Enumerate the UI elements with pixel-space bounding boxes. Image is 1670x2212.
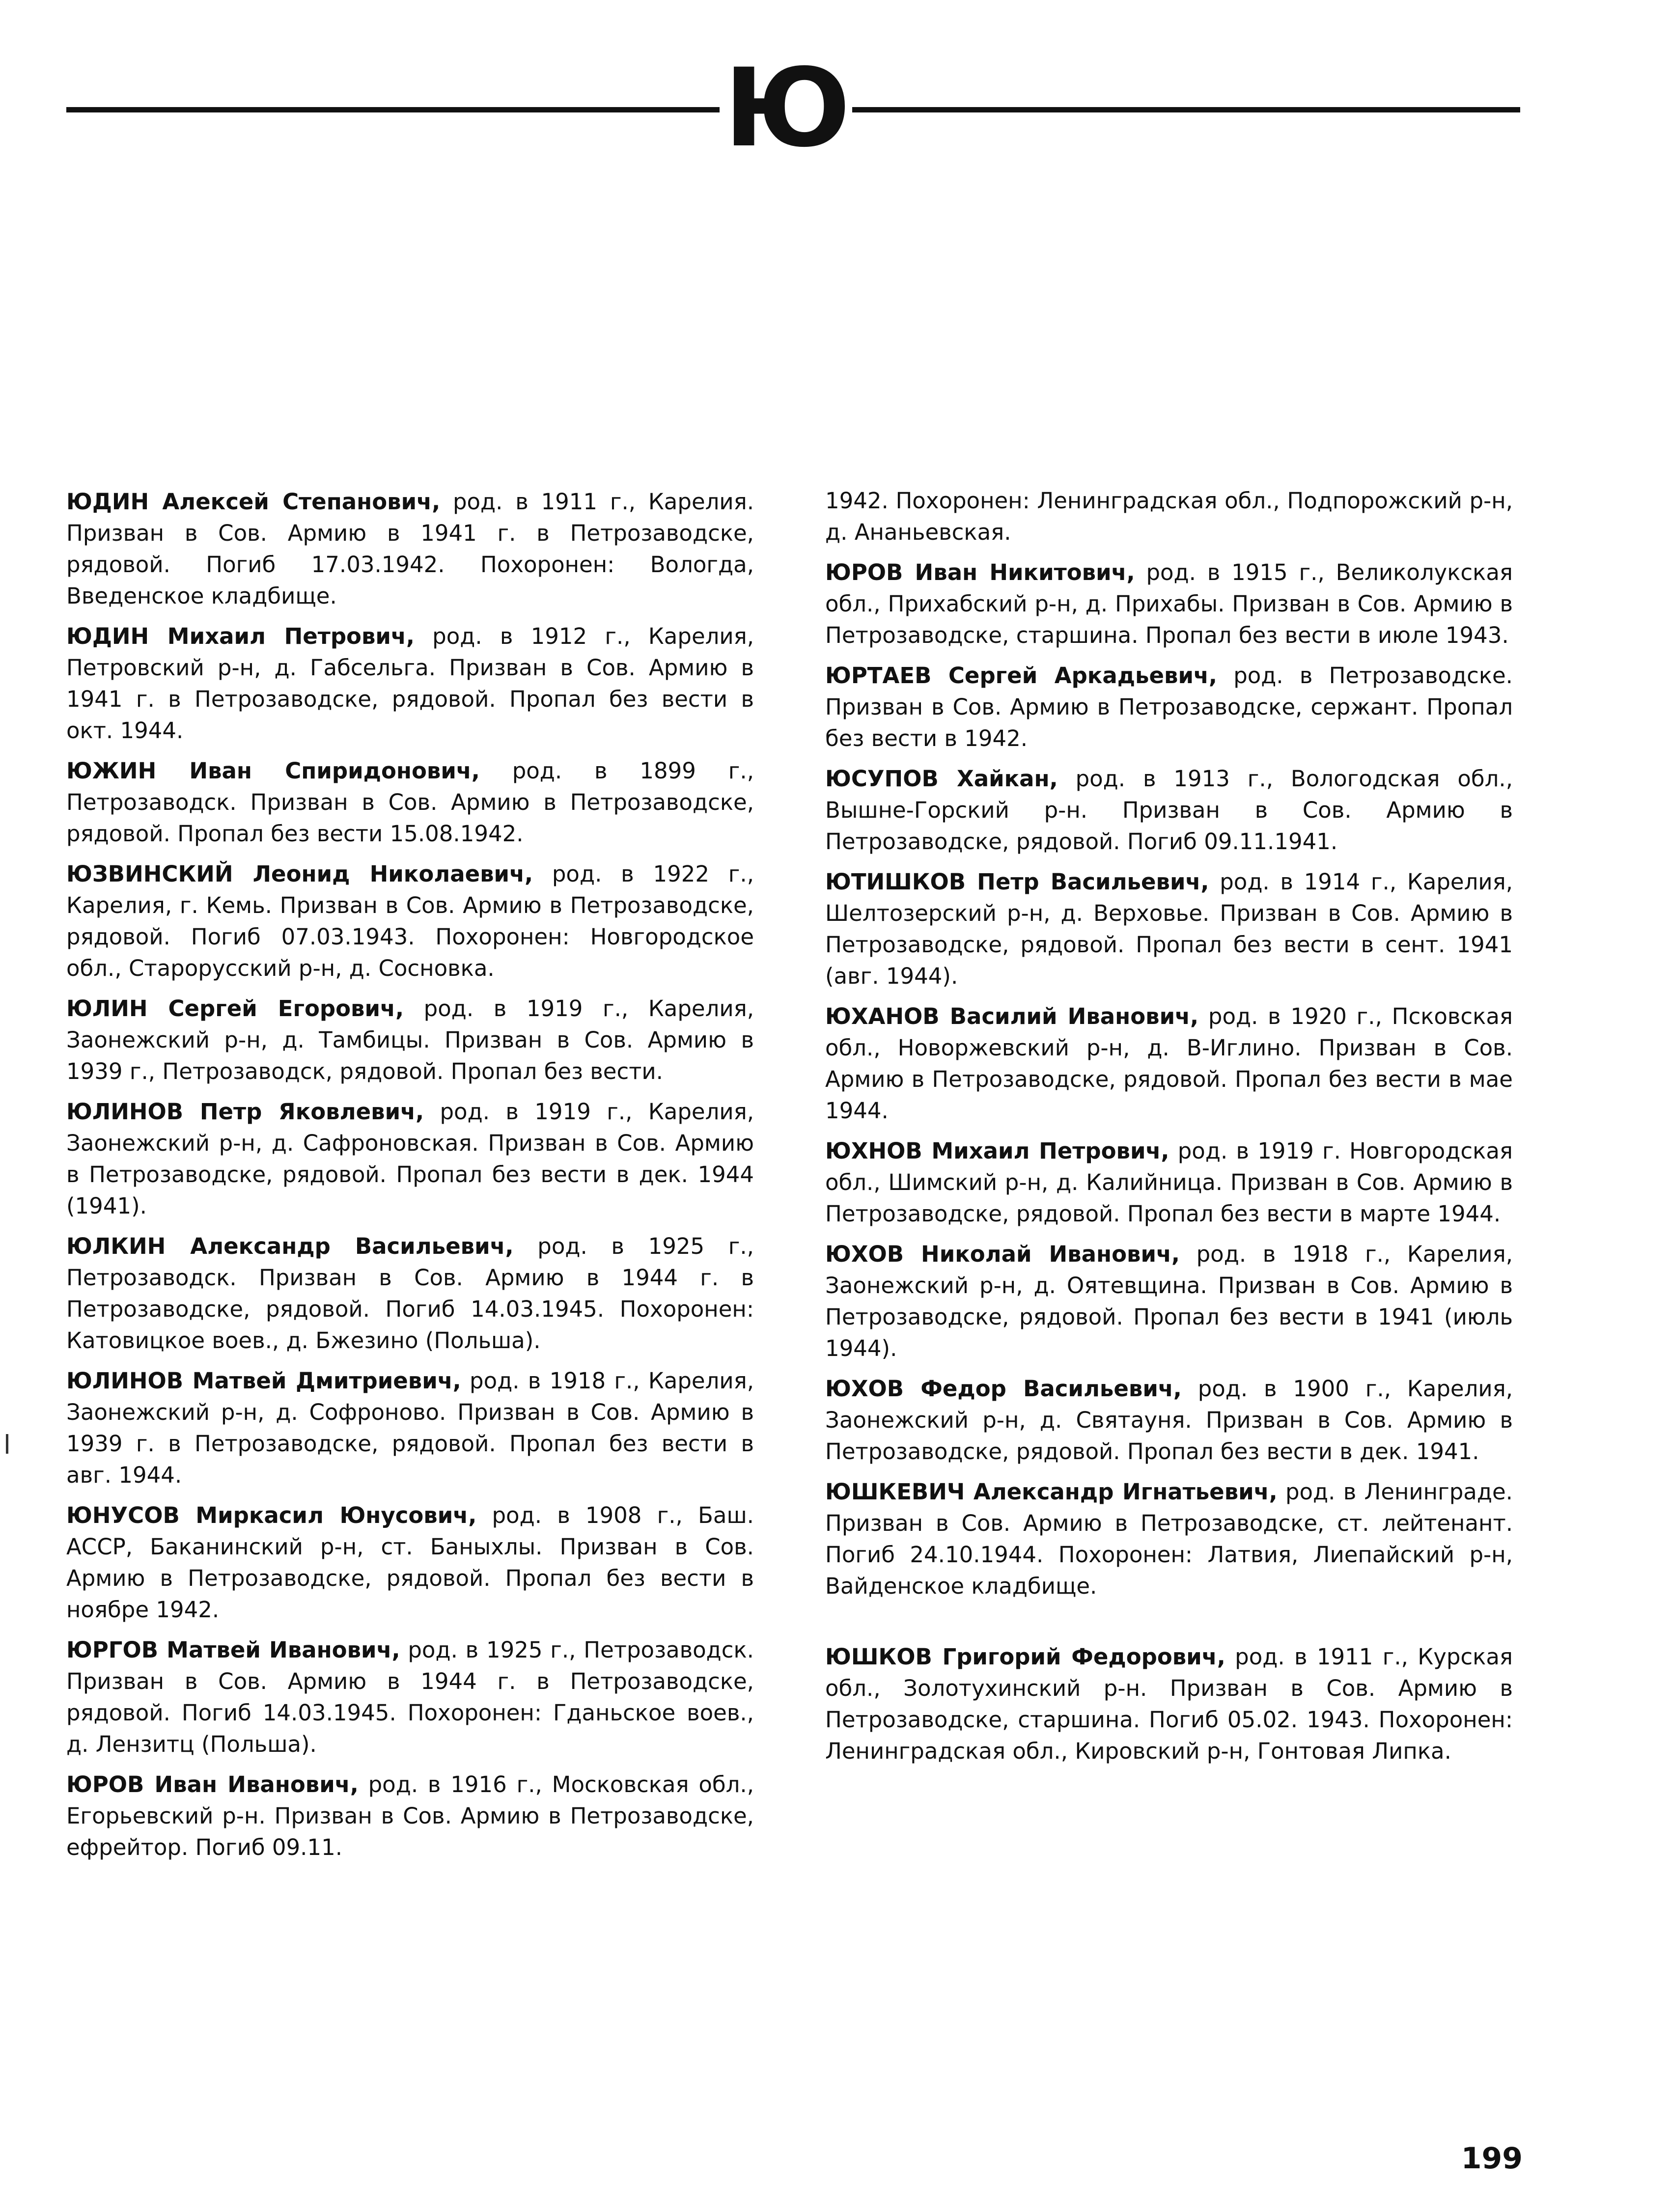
entry-name: ЮХАНОВ Василий Иванович, <box>825 1003 1199 1029</box>
entry <box>825 1373 1513 1467</box>
entry-text: род. в 1900 г., Карелия, Заонежский р-н, д. Святауня. Призван в Сов. Армию в Петрозаводске, рядовой. Пропал без вести в дек. 1941. <box>825 1376 1513 1465</box>
entry-name: ЮРОВ Иван Никитович, <box>825 559 1135 585</box>
entry <box>66 1634 754 1760</box>
entry <box>66 1096 754 1222</box>
entry <box>825 866 1513 992</box>
entry-name: ЮЛИН Сергей Егорович, <box>66 995 404 1022</box>
entry-text: род. в 1918 г., Карелия, Заонежский р-н, д. Софроново. Призван в Сов. Армию в 1939 г. в Петрозаводске, рядовой. Пропал без вести в авг. 1944. <box>66 1368 754 1488</box>
entry-text: род. в 1914 г., Карелия, Шелтозерский р-н, д. Верховье. Призван в Сов. Армию в Петрозаводске, рядовой. Пропал без вести в сент. 1941 (авг. 1944). <box>825 869 1513 989</box>
entry-text: род. в 1899 г., Петрозаводск. Призван в Сов. Армию в Петрозаводске, рядовой. Пропал без вести 15.08.1942. <box>66 758 754 847</box>
entry-text: род. в 1916 г., Московская обл., Егорьевский р-н. Призван в Сов. Армию в Петрозаводске, ефрейтор. Погиб 09.11. <box>66 1771 754 1860</box>
entry-name: ЮРГОВ Матвей Иванович, <box>66 1637 400 1663</box>
entry <box>825 1239 1513 1364</box>
entry-name: ЮЗВИНСКИЙ Леонид Николаевич, <box>66 861 533 887</box>
entry-name: ЮСУПОВ Хайкан, <box>825 766 1058 792</box>
entry <box>825 1476 1513 1602</box>
entry-text: род. в 1925 г., Петрозаводск. Призван в Сов. Армию в 1944 г. в Петрозаводске, рядовой. Погиб 14.03.1945. Похоронен: Гданьское воев., д. Лензитц (Польша). <box>66 1637 754 1757</box>
entry-text: род. в 1908 г., Баш. АССР, Баканинский р-н, ст. Баныхлы. Призван в Сов. Армию в Петрозаводске, рядовой. Пропал без вести в ноябре 1942. <box>66 1502 754 1623</box>
entry-name: ЮЖИН Иван Спиридонович, <box>66 758 480 784</box>
entry-text: род. в 1911 г., Курская обл., Золотухинский р-н. Призван в Сов. Армию в Петрозаводске, старшина. Погиб 05.02. 1943. Похоронен: Ленинградская обл., Кировский р-н, Гонтовая Липка. <box>825 1644 1513 1764</box>
entry-text: род. в 1919 г., Карелия, Заонежский р-н, д. Тамбицы. Призван в Сов. Армию в 1939 г., Петрозаводск, рядовой. Пропал без вести. <box>66 995 754 1084</box>
entry-name: ЮНУСОВ Миркасил Юнусович, <box>66 1502 477 1528</box>
entry <box>825 1001 1513 1127</box>
entry-text: род. в 1919 г. Новгородская обл., Шимский р-н, д. Калийница. Призван в Сов. Армию в Петрозаводске, рядовой. Пропал без вести в марте 1944. <box>825 1138 1513 1227</box>
entry-text: род. в 1919 г., Карелия, Заонежский р-н, д. Сафроновская. Призван в Сов. Армию в Петрозаводске, рядовой. Пропал без вести в дек. 1944 (1941). <box>66 1099 754 1219</box>
section-letter: Ю <box>724 45 848 171</box>
entry-text: род. в 1913 г., Вологодская обл., Вышне-Горский р-н. Призван в Сов. Армию в Петрозаводске, рядовой. Погиб 09.11.1941. <box>825 766 1513 855</box>
entry-name: ЮЛИНОВ Матвей Дмитриевич, <box>66 1368 461 1394</box>
entry-name: ЮШКОВ Григорий Федорович, <box>825 1644 1225 1670</box>
entry <box>66 1500 754 1626</box>
entry <box>825 1641 1513 1767</box>
entry-text: род. в 1918 г., Карелия, Заонежский р-н, д. Оятевщина. Призван в Сов. Армию в Петрозаводске, рядовой. Пропал без вести в 1941 (июль 1944). <box>825 1241 1513 1361</box>
entry <box>825 763 1513 857</box>
entry <box>66 486 754 612</box>
header-rule-right <box>852 107 1520 112</box>
entry-text: род. в 1922 г., Карелия, г. Кемь. Призван в Сов. Армию в Петрозаводске, рядовой. Погиб 07.03.1943. Похоронен: Новгородское обл., Старорусский р-н, д. Сосновка. <box>66 861 754 981</box>
entry-name: ЮХОВ Николай Иванович, <box>825 1241 1180 1267</box>
left-column <box>66 486 754 1872</box>
entry-text: род. в 1911 г., Карелия. Призван в Сов. Армию в 1941 г. в Петрозаводске, рядовой. Погиб 17.03.1942. Похоронен: Вологда, Введенское кладбище. <box>66 489 754 609</box>
entry-name: ЮРТАЕВ Сергей Аркадьевич, <box>825 663 1218 689</box>
entry-name: ЮШКЕВИЧ Александр Игнатьевич, <box>825 1479 1278 1505</box>
entry-name: ЮДИН Михаил Петрович, <box>66 623 415 649</box>
entry-name: ЮТИШКОВ Петр Васильевич, <box>825 869 1209 895</box>
entry-text: род. в Петрозаводске. Призван в Сов. Армию в Петрозаводске, сержант. Пропал без вести в 1942. <box>825 663 1513 751</box>
entry <box>66 621 754 747</box>
right-column <box>825 485 1513 1776</box>
entry-name: ЮХНОВ Михаил Петрович, <box>825 1138 1169 1164</box>
entry-text: 1942. Похоронен: Ленинградская обл., Подпорожский р-н, д. Ананьевская. <box>825 488 1513 545</box>
entry-text: род. в 1915 г., Великолукская обл., Прихабский р-н, д. Прихабы. Призван в Сов. Армию в Петрозаводске, старшина. Пропал без вести в июле 1943. <box>825 559 1513 648</box>
page-number: 199 <box>1461 2141 1523 2176</box>
entry-text: род. в 1912 г., Карелия, Петровский р-н, д. Габсельга. Призван в Сов. Армию в 1941 г. в Петрозаводске, рядовой. Пропал без вести в окт. 1944. <box>66 623 754 744</box>
entry-text: род. в 1920 г., Псковская обл., Новоржевский р-н, д. В-Иглино. Призван в Сов. Армию в Петрозаводске, рядовой. Пропал без вести в мае 1944. <box>825 1003 1513 1124</box>
entry-name: ЮЛИНОВ Петр Яковлевич, <box>66 1099 424 1125</box>
entry <box>66 993 754 1087</box>
margin-mark <box>6 1434 8 1454</box>
entry <box>66 755 754 850</box>
entry-name: ЮРОВ Иван Иванович, <box>66 1771 359 1797</box>
entry <box>66 1365 754 1491</box>
entry-text: род. в 1925 г., Петрозаводск. Призван в Сов. Армию в 1944 г. в Петрозаводске, рядовой. Погиб 14.03.1945. Похоронен: Катовицкое воев., д. Бжезино (Польша). <box>66 1233 754 1354</box>
entry-name: ЮДИН Алексей Степанович, <box>66 489 441 515</box>
entry <box>825 1135 1513 1230</box>
header-rule-left <box>66 107 720 112</box>
entry <box>825 660 1513 754</box>
entry <box>66 1769 754 1863</box>
entry <box>66 1231 754 1356</box>
entry <box>66 858 754 984</box>
entry-text: род. в Ленинграде. Призван в Сов. Армию в Петрозаводске, ст. лейтенант. Погиб 24.10.1944. Похоронен: Латвия, Лиепайский р-н, Вайденское кладбище. <box>825 1479 1513 1599</box>
entry-name: ЮЛКИН Александр Васильевич, <box>66 1233 514 1259</box>
entry <box>825 557 1513 651</box>
entry-name: ЮХОВ Федор Васильевич, <box>825 1376 1182 1402</box>
entry-continuation <box>825 485 1513 548</box>
